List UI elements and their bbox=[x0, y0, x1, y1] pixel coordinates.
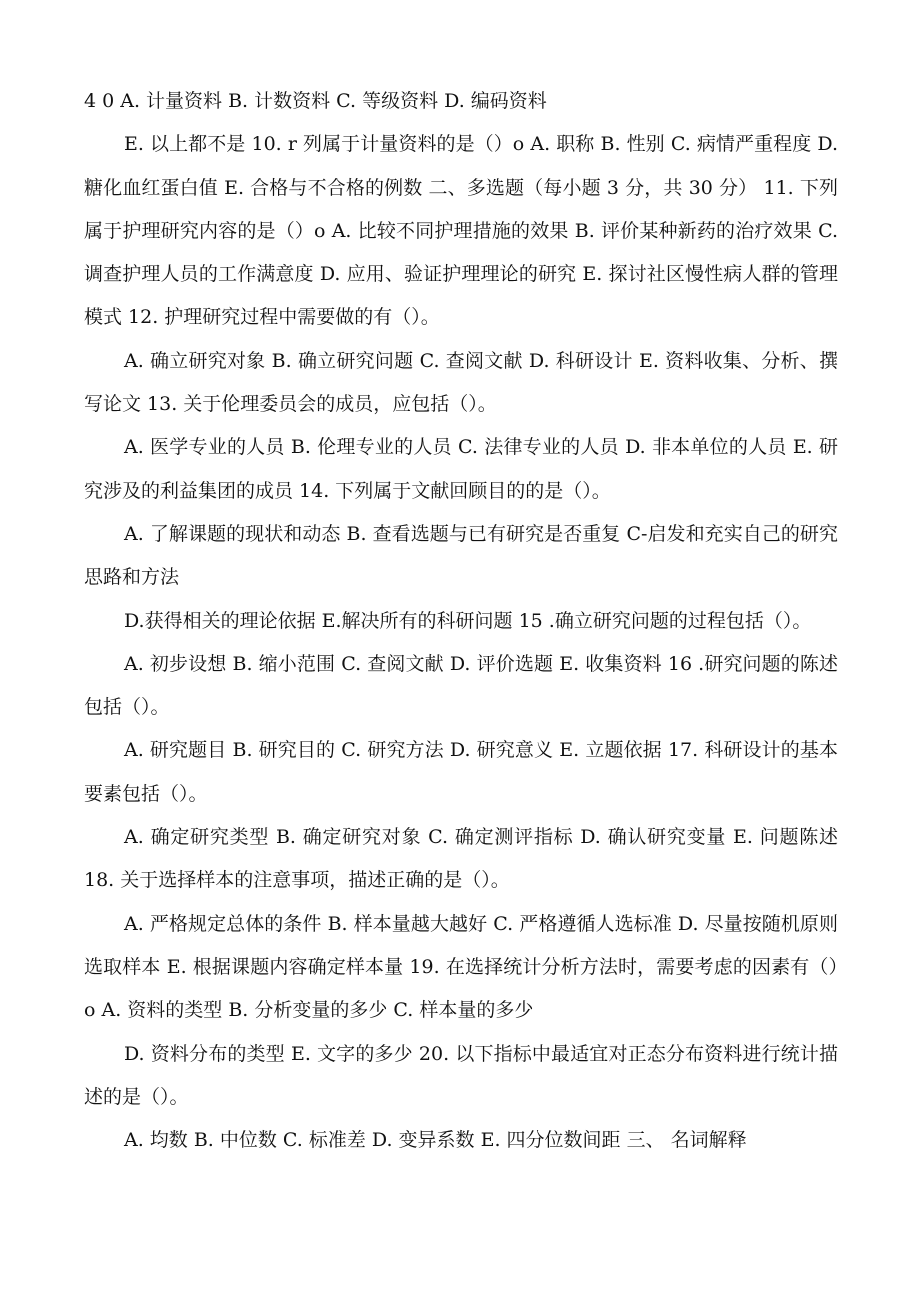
document-body bbox=[84, 80, 838, 1162]
paragraph-6: D.获得相关的理论依据 E.解决所有的科研问题 15 .确立研究问题的过程包括（）。 bbox=[124, 609, 812, 632]
paragraph-9: A. 确定研究类型 B. 确定研究对象 C. 确定测评指标 D. 确认研究变量 E. 问题陈述 18. 关于选择样本的注意事项，描述正确的是（）。 bbox=[84, 826, 838, 892]
paragraph-3: A. 确立研究对象 B. 确立研究问题 C. 查阅文献 D. 科研设计 E. 资料收集、分析、撰写论文 13. 关于伦理委员会的成员，应包括（）。 bbox=[84, 349, 838, 416]
paragraph-8: A. 研究题目 B. 研究目的 C. 研究方法 D. 研究意义 E. 立题依据 17. 科研设计的基本要素包括（）。 bbox=[84, 739, 838, 805]
paragraph-5: A. 了解课题的现状和动态 B. 查看选题与已有研究是否重复 C-启发和充实自己的研究思路和方法 bbox=[84, 522, 838, 589]
paragraph-7: A. 初步设想 B. 缩小范围 C. 查阅文献 D. 评价选题 E. 收集资料 16 .研究问题的陈述包括（）。 bbox=[84, 652, 838, 719]
paragraph-1: 4 0 A. 计量资料 B. 计数资料 C. 等级资料 D. 编码资料 bbox=[84, 90, 547, 112]
paragraph-11: D. 资料分布的类型 E. 文字的多少 20. 以下指标中最适宜对正态分布资料进行统计描述的是（）。 bbox=[84, 1042, 838, 1108]
paragraph-4: A. 医学专业的人员 B. 伦理专业的人员 C. 法律专业的人员 D. 非本单位的人员 E. 研究涉及的利益集团的成员 14. 下列属于文献回顾目的的是（）。 bbox=[84, 436, 838, 502]
paragraph-10: A. 严格规定总体的条件 B. 样本量越大越好 C. 严格遵循人选标准 D. 尽量按随机原则选取样本 E. 根据课题内容确定样本量 19. 在选择统计分析方法时，需要考虑的因素有（）o A. 资料的类型 B. 分析变量的多少 C. 样本量的多少 bbox=[84, 912, 838, 1022]
paragraph-2: E. 以上都不是 10. r 列属于计量资料的是（）o A. 职称 B. 性别 C. 病情严重程度 D. 糖化血红蛋白值 E. 合格与不合格的例数 二、多选题（每小题 3 分，共 30 分） 11. 下列属于护理研究内容的是（）o A. 比较不同护理措施的效果 B. 评价某种新药的治疗效果 C. 调查护理人员的工作满意度 D. 应用、验证护理理论的研究 E. 探讨社区慢性病人群的管理模式 12. 护理研究过程中需要做的有（）。 bbox=[84, 133, 838, 329]
paragraph-12: A. 均数 B. 中位数 C. 标准差 D. 变异系数 E. 四分位数间距 三、 名词解释 bbox=[124, 1129, 747, 1152]
